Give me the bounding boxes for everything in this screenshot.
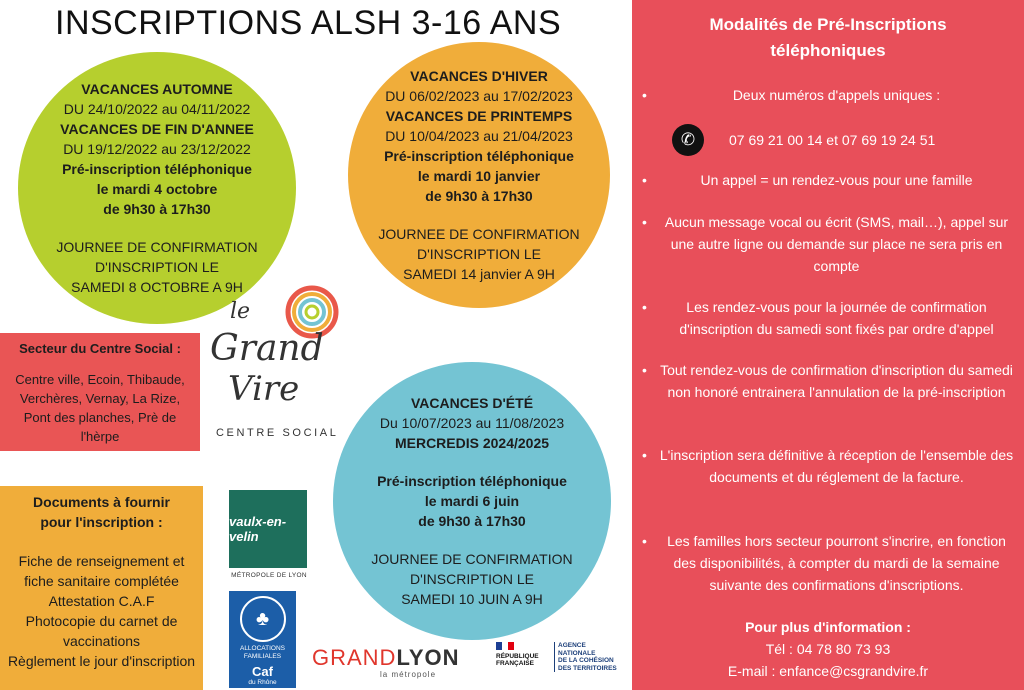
winter-confirmation-3: SAMEDI 14 janvier A 9H [403,266,555,282]
caf-text-1: ALLOCATIONS [239,645,286,652]
bullet-phone-numbers [642,84,1019,106]
bullet-dot: • [642,172,647,188]
documents-heading [0,492,203,532]
autumn-dates: DU 24/10/2022 au 04/11/2022 [63,101,251,117]
panel-title [632,12,1024,64]
autumn-preinscription-date: le mardi 4 octobre [96,181,218,197]
logo-le: le [230,299,251,324]
summer-confirmation-3: SAMEDI 10 JUIN A 9H [401,591,543,607]
phone-row [672,124,1022,156]
bullet-text: Un appel = un rendez-vous pour une famille [700,172,973,188]
winter-confirmation-1: JOURNEE DE CONFIRMATION [378,226,580,242]
contact-email[interactable]: E-mail : enfance@csgrandvire.fr [727,663,929,679]
sector-box [0,333,200,451]
sector-line: Pont des planches, Prè de [23,410,177,425]
winter-title: VACANCES D'HIVER [410,68,548,84]
bullet-text: Deux numéros d'appels uniques : [732,87,941,103]
documents-heading-2: pour l'inscription : [40,514,163,530]
panel-title-1: Modalités de Pré-Inscriptions [709,15,947,34]
autumn-confirmation-1: JOURNEE DE CONFIRMATION [56,239,258,255]
contact-info [632,616,1024,682]
sector-heading: Secteur du Centre Social : [19,341,181,356]
anct-text-1: AGENCE [558,642,586,649]
bullet-appointments [642,296,1019,340]
autumn-confirmation-2: D'INSCRIPTION LE [94,259,220,275]
document-item: Photocopie du carnet de [25,613,178,629]
year-end-title: VACANCES DE FIN D'ANNEE [60,121,254,137]
bullet-dot: • [642,214,647,230]
logo-vire: Vire [228,369,300,409]
document-item: Attestation C.A.F [48,593,155,609]
contact-heading: Pour plus d'information : [745,619,911,635]
bullet-dot: • [642,362,647,378]
bullet-text: L'inscription sera définitive à réception de l'ensemble des documents et du réglement de la facture. [659,447,1014,485]
bullet-text: Les familles hors secteur pourront s'incrire, en fonction des disponibilités, à compter du mardi de la semaine suivante des confirmations d'inscriptions. [667,533,1006,593]
document-item: Règlement le jour d'inscription [7,653,196,669]
grand-lyon-lyon: LYON [396,645,460,670]
logo-ring-blue [300,300,324,324]
wednesdays-title: MERCREDIS 2024/2025 [394,435,550,451]
bullet-text: Tout rendez-vous de confirmation d'inscription du samedi non honoré entrainera l'annulation de la pré-inscription [660,362,1013,400]
bullet-cancellation [642,359,1019,403]
anct-text-4: DES TERRITOIRES [558,664,617,672]
year-end-dates: DU 19/12/2022 au 23/12/2022 [63,141,251,157]
winter-preinscription-hours: de 9h30 à 17h30 [425,188,533,204]
grand-lyon-logo [312,645,460,671]
logo-subtitle: CENTRE SOCIAL [216,427,339,439]
autumn-preinscription-label: Pré-inscription téléphonique [62,161,252,177]
vaulx-en-velin-subtitle: MÉTROPOLE DE LYON [231,572,307,579]
winter-preinscription-label: Pré-inscription téléphonique [384,148,574,164]
winter-holidays-circle [348,42,610,308]
spring-dates: DU 10/04/2023 au 21/04/2023 [385,128,573,144]
logo-ring-green [306,306,318,318]
republique-francaise-logo [496,642,546,667]
document-item: fiche sanitaire complétée [24,573,179,589]
bullet-definitive [642,444,1019,488]
anct-text-2: NATIONALE [558,649,596,657]
summer-title: VACANCES D'ÉTÉ [410,395,534,411]
anct-logo [554,642,624,672]
document-item: Fiche de renseignement et [18,553,185,569]
caf-text-4: du Rhône [248,679,277,686]
spring-title: VACANCES DE PRINTEMPS [385,108,573,124]
grand-lyon-grand: GRAND [312,645,397,670]
logo-grand: Grand [210,328,324,369]
autumn-confirmation-3: SAMEDI 8 OCTOBRE A 9H [71,279,243,295]
vaulx-en-velin-logo: vaulx-en-velin [229,490,307,568]
page-title: INSCRIPTIONS ALSH 3-16 ANS [55,4,562,42]
summer-preinscription-hours: de 9h30 à 17h30 [418,513,526,529]
sector-line: Verchères, Vernay, La Rize, [19,391,181,406]
winter-dates: DU 06/02/2023 au 17/02/2023 [385,88,573,104]
winter-preinscription-date: le mardi 10 janvier [417,168,541,184]
rf-text-1: RÉPUBLIQUE [496,653,539,660]
bullet-one-call [642,169,1019,191]
bullet-no-message [642,211,1019,277]
bullet-text: Les rendez-vous pour la journée de confirmation d'inscription du samedi sont fixés par ordre d'appel [679,299,994,337]
caf-text-2: FAMILIALES [243,653,282,660]
bullet-dot: • [642,533,647,549]
bullet-dot: • [642,299,647,315]
bullet-dot: • [642,87,647,103]
summer-preinscription-date: le mardi 6 juin [424,493,520,509]
documents-box [0,486,203,690]
autumn-title: VACANCES AUTOMNE [81,81,233,97]
caf-text-3: Caf [252,664,273,679]
phone-numbers: 07 69 21 00 14 et 07 69 19 24 51 [729,132,936,148]
summer-holidays-circle [333,362,611,640]
sector-line: Centre ville, Ecoin, Thibaude, [15,372,185,387]
document-item: vaccinations [62,633,141,649]
summer-preinscription-label: Pré-inscription téléphonique [377,473,567,489]
panel-title-2: téléphoniques [770,41,886,60]
summer-dates: Du 10/07/2023 au 11/08/2023 [379,415,565,431]
grand-lyon-subtitle: la métropole [380,670,437,679]
french-flag-icon [496,642,514,650]
rf-text-2: FRANÇAISE [496,660,534,667]
phone-icon: ✆ [672,124,704,156]
bullet-out-of-sector [642,530,1019,596]
caf-family-icon: ♣ [240,596,286,642]
caf-logo [229,591,296,688]
summer-confirmation-1: JOURNEE DE CONFIRMATION [371,551,573,567]
bullet-dot: • [642,447,647,463]
grand-vire-logo [208,282,343,442]
bullet-text: Aucun message vocal ou écrit (SMS, mail…), appel sur une autre ligne ou demande sur place ne sera pris en compte [664,214,1009,274]
summer-confirmation-2: D'INSCRIPTION LE [409,571,535,587]
documents-heading-1: Documents à fournir [33,494,170,510]
autumn-preinscription-hours: de 9h30 à 17h30 [103,201,211,217]
sector-line: l'hèrpe [80,429,120,444]
modalities-panel [632,0,1024,690]
contact-phone: Tél : 04 78 80 73 93 [765,641,891,657]
anct-text-3: DE LA COHÉSION [558,657,614,664]
winter-confirmation-2: D'INSCRIPTION LE [416,246,542,262]
